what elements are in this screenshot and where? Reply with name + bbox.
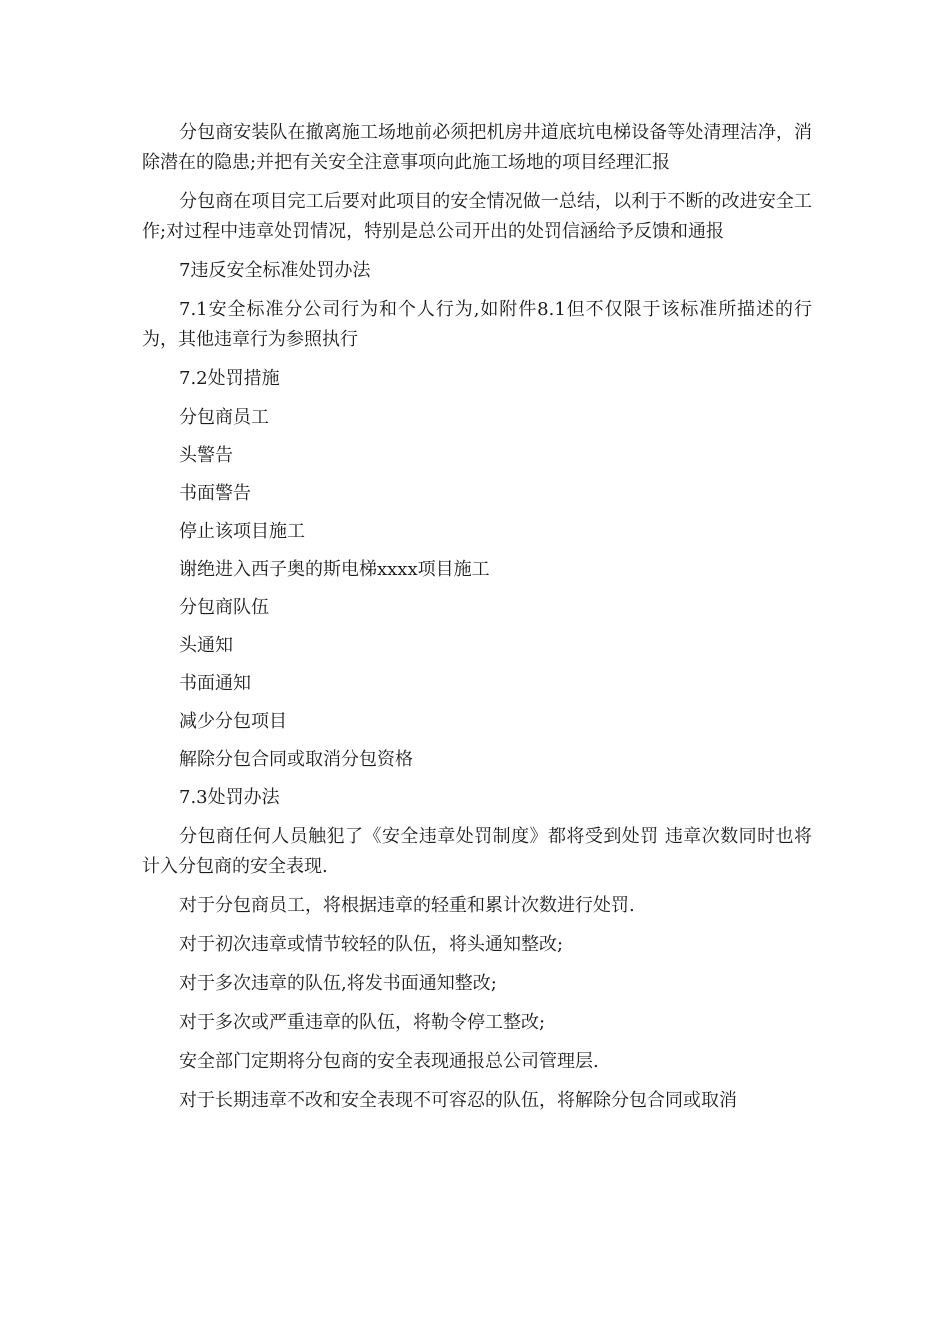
paragraph-7-1: 7.1安全标准分公司行为和个人行为,如附件8.1但不仅限于该标准所描述的行为，其他违章行为参照执行 <box>142 299 812 350</box>
list-item: 头警告 <box>179 445 233 466</box>
list-item: 停止该项目施工 <box>179 521 305 542</box>
section-heading-7-2: 7.2处罚措施 <box>179 368 280 389</box>
list-item: 头通知 <box>179 635 233 656</box>
list-item: 谢绝进入西子奥的斯电梯xxxx项目施工 <box>179 559 490 580</box>
list-item: 书面警告 <box>179 483 251 504</box>
paragraph-cleanup: 分包商安装队在撤离施工场地前必须把机房井道底坑电梯设备等处清理洁净，消除潜在的隐患;并把有关安全注意事项向此施工场地的项目经理汇报 <box>142 122 812 173</box>
paragraph-serious-offense: 对于多次或严重违章的队伍，将勒令停工整改; <box>179 1012 546 1033</box>
paragraph-staff-penalty: 对于分包商员工，将根据违章的轻重和累计次数进行处罚. <box>179 895 635 916</box>
list-heading-staff: 分包商员工 <box>179 407 269 428</box>
list-item: 减少分包项目 <box>179 711 287 732</box>
paragraph-termination: 对于长期违章不改和安全表现不可容忍的队伍，将解除分包合同或取消 <box>179 1090 737 1111</box>
section-heading-7-3: 7.3处罚办法 <box>179 787 280 808</box>
section-heading-7: 7违反安全标准处罚办法 <box>179 260 371 281</box>
list-item: 书面通知 <box>179 673 251 694</box>
paragraph-summary: 分包商在项目完工后要对此项目的安全情况做一总结，以利于不断的改进安全工作;对过程中违章处罚情况，特别是总公司开出的处罚信涵给予反馈和通报 <box>142 191 812 242</box>
paragraph-repeat-offense: 对于多次违章的队伍,将发书面通知整改; <box>179 973 497 994</box>
paragraph-first-offense: 对于初次违章或情节较轻的队伍，将头通知整改; <box>179 934 564 955</box>
paragraph-reporting: 安全部门定期将分包商的安全表现通报总公司管理层. <box>179 1051 599 1072</box>
paragraph-penalty-rule: 分包商任何人员触犯了《安全违章处罚制度》都将受到处罚 违章次数同时也将计入分包商的安全表现. <box>142 826 812 877</box>
list-heading-team: 分包商队伍 <box>179 597 269 618</box>
list-item: 解除分包合同或取消分包资格 <box>179 749 413 770</box>
document-page <box>142 118 812 1125</box>
